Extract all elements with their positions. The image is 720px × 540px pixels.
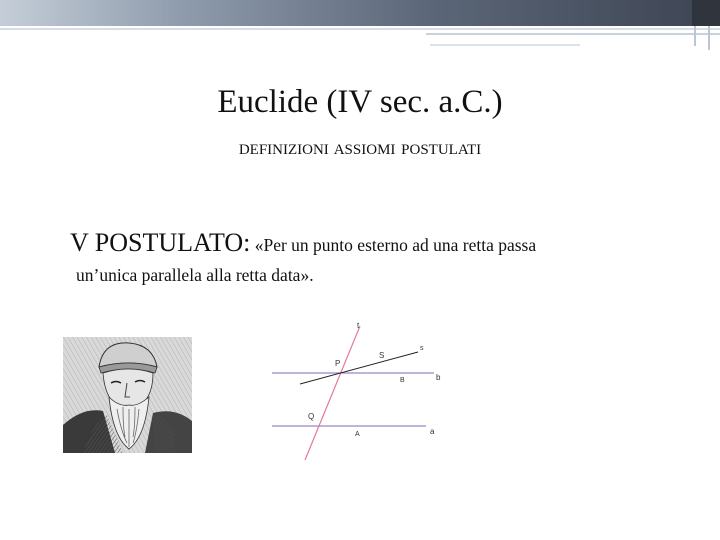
label-s-line: s [420,345,424,352]
label-p: P [335,359,341,368]
label-b-line: b [436,373,441,382]
slide-subtitle: DEFINIZIONI ASSIOMI POSTULATI [238,142,482,158]
header-rule-accent [430,44,580,46]
postulate-text-1: «Per un punto esterno ad una retta passa [250,235,537,255]
postulate-text-2: un’unica parallela alla retta data». [76,265,314,285]
euclid-portrait-icon [63,337,192,453]
label-s-point: S [379,351,385,360]
slide-title: Euclide (IV sec. a.C.) [217,84,503,120]
header-rule-short [426,33,720,35]
header-vertical-rule [694,26,696,46]
header-rule [0,28,720,30]
header-decoration-corner [692,0,720,26]
postulate-heading: V POSTULATO: [70,228,251,257]
header-vertical-rule-2 [708,26,710,50]
label-b-point: B [400,377,405,384]
label-q: Q [308,412,315,421]
transversal-line [305,326,360,460]
parallel-postulate-diagram [268,318,448,466]
label-t: t [357,321,360,330]
label-a-line: a [430,427,435,436]
header-decoration-bar [0,0,720,26]
label-a-point: A [355,431,360,438]
postulate-line-1 [70,228,690,258]
